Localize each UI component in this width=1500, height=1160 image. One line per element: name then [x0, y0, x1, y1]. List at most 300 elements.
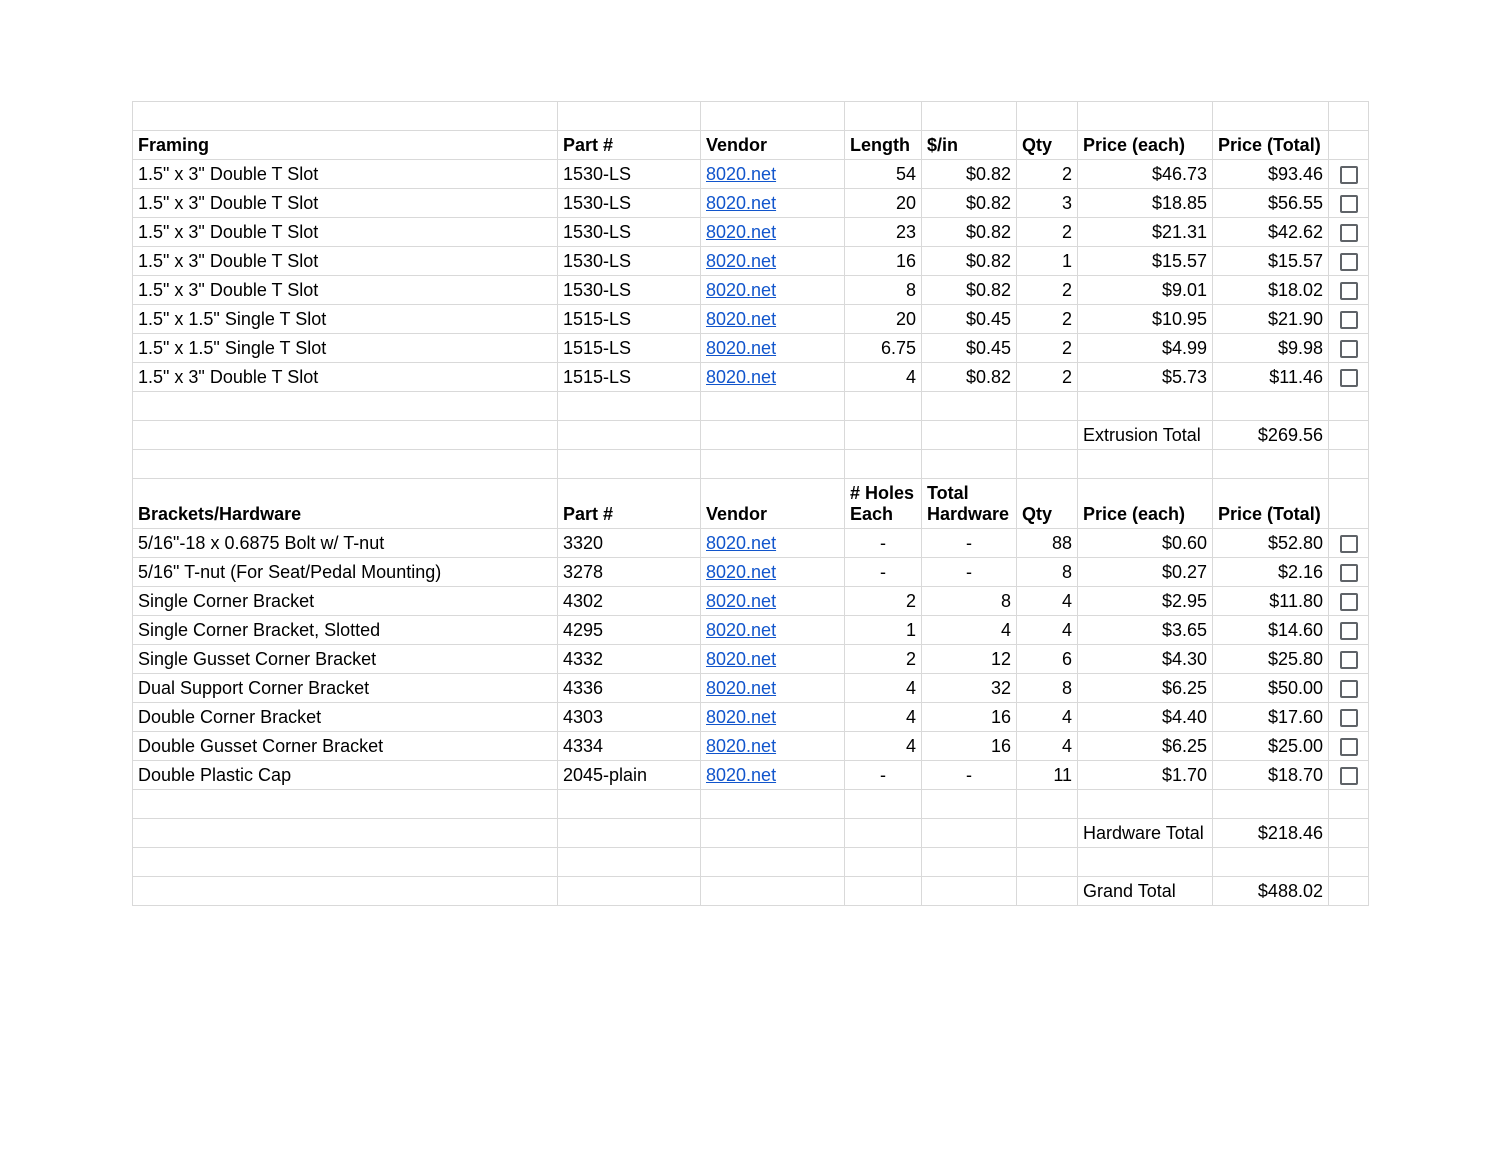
price-total: $93.46: [1213, 160, 1329, 189]
price-each: $3.65: [1078, 616, 1213, 645]
checkbox-cell: [1329, 732, 1369, 761]
column-header: Part #: [558, 479, 701, 529]
price-each: $1.70: [1078, 761, 1213, 790]
price-total: $15.57: [1213, 247, 1329, 276]
purchased-checkbox[interactable]: [1340, 282, 1358, 300]
table-row: [133, 305, 1369, 334]
empty-cell: [133, 421, 558, 450]
total-value: $488.02: [1213, 877, 1329, 906]
price-each: $4.40: [1078, 703, 1213, 732]
checkbox-cell: [1329, 761, 1369, 790]
part-number: 2045-plain: [558, 761, 701, 790]
vendor-link[interactable]: 8020.net: [706, 280, 777, 300]
empty-cell: [133, 102, 558, 131]
hardware-total-row: [133, 819, 1369, 848]
price-each: $2.95: [1078, 587, 1213, 616]
empty-cell: [558, 819, 701, 848]
quantity: 11: [1017, 761, 1078, 790]
total-hardware: 16: [922, 732, 1017, 761]
quantity: 88: [1017, 529, 1078, 558]
empty-cell: [1329, 848, 1369, 877]
holes-each: 4: [845, 732, 922, 761]
vendor-link[interactable]: 8020.net: [706, 193, 777, 213]
length: 16: [845, 247, 922, 276]
vendor-link[interactable]: 8020.net: [706, 367, 777, 387]
item-name: 1.5" x 3" Double T Slot: [133, 189, 558, 218]
vendor-link[interactable]: 8020.net: [706, 736, 777, 756]
table-row: [133, 645, 1369, 674]
part-number: 4303: [558, 703, 701, 732]
price-each: $5.73: [1078, 363, 1213, 392]
empty-cell: [1078, 102, 1213, 131]
price-each: $4.99: [1078, 334, 1213, 363]
column-header: Framing: [133, 131, 558, 160]
total-label: Hardware Total: [1078, 819, 1213, 848]
price-per-inch: $0.82: [922, 218, 1017, 247]
empty-cell: [1017, 848, 1078, 877]
table-row: [133, 558, 1369, 587]
empty-cell: [558, 421, 701, 450]
empty-cell: [558, 102, 701, 131]
price-each: $15.57: [1078, 247, 1213, 276]
empty-row: [133, 848, 1369, 877]
price-each: $46.73: [1078, 160, 1213, 189]
total-hardware: 16: [922, 703, 1017, 732]
empty-cell: [1017, 790, 1078, 819]
purchased-checkbox[interactable]: [1340, 738, 1358, 756]
extrusion-total-row: [133, 421, 1369, 450]
vendor-link[interactable]: 8020.net: [706, 591, 777, 611]
purchased-checkbox[interactable]: [1340, 593, 1358, 611]
empty-cell: [133, 877, 558, 906]
purchased-checkbox[interactable]: [1340, 564, 1358, 582]
part-number: 1530-LS: [558, 276, 701, 305]
empty-cell: [558, 450, 701, 479]
part-number: 3278: [558, 558, 701, 587]
vendor-link[interactable]: 8020.net: [706, 678, 777, 698]
item-name: 1.5" x 1.5" Single T Slot: [133, 305, 558, 334]
price-per-inch: $0.82: [922, 189, 1017, 218]
empty-cell: [1017, 102, 1078, 131]
column-header: Part #: [558, 131, 701, 160]
vendor-link[interactable]: 8020.net: [706, 222, 777, 242]
empty-cell: [1329, 131, 1369, 160]
part-number: 1530-LS: [558, 218, 701, 247]
price-per-inch: $0.82: [922, 276, 1017, 305]
total-hardware: -: [922, 558, 1017, 587]
price-each: $6.25: [1078, 674, 1213, 703]
vendor-cell: [701, 218, 845, 247]
empty-cell: [558, 848, 701, 877]
checkbox-cell: [1329, 276, 1369, 305]
price-total: $14.60: [1213, 616, 1329, 645]
vendor-cell: [701, 761, 845, 790]
item-name: 1.5" x 3" Double T Slot: [133, 363, 558, 392]
empty-cell: [133, 819, 558, 848]
item-name: 1.5" x 1.5" Single T Slot: [133, 334, 558, 363]
empty-cell: [1213, 102, 1329, 131]
checkbox-cell: [1329, 363, 1369, 392]
item-name: Double Gusset Corner Bracket: [133, 732, 558, 761]
vendor-cell: [701, 334, 845, 363]
vendor-cell: [701, 703, 845, 732]
empty-row: [133, 790, 1369, 819]
total-hardware: 8: [922, 587, 1017, 616]
holes-each: 1: [845, 616, 922, 645]
holes-each: 2: [845, 645, 922, 674]
vendor-link[interactable]: 8020.net: [706, 309, 777, 329]
quantity: 2: [1017, 218, 1078, 247]
empty-cell: [558, 790, 701, 819]
empty-cell: [1329, 790, 1369, 819]
empty-cell: [1329, 392, 1369, 421]
table-row: [133, 616, 1369, 645]
vendor-cell: [701, 529, 845, 558]
item-name: Double Plastic Cap: [133, 761, 558, 790]
checkbox-cell: [1329, 558, 1369, 587]
holes-each: 4: [845, 703, 922, 732]
price-per-inch: $0.45: [922, 334, 1017, 363]
checkbox-cell: [1329, 247, 1369, 276]
empty-cell: [1017, 819, 1078, 848]
empty-cell: [701, 392, 845, 421]
quantity: 8: [1017, 674, 1078, 703]
vendor-cell: [701, 674, 845, 703]
price-each: $0.60: [1078, 529, 1213, 558]
table-row: [133, 761, 1369, 790]
part-number: 4302: [558, 587, 701, 616]
price-total: $25.00: [1213, 732, 1329, 761]
part-number: 4334: [558, 732, 701, 761]
total-label: Extrusion Total: [1078, 421, 1213, 450]
item-name: 1.5" x 3" Double T Slot: [133, 276, 558, 305]
empty-cell: [1213, 848, 1329, 877]
purchased-checkbox[interactable]: [1340, 166, 1358, 184]
table-row: [133, 363, 1369, 392]
empty-row: [133, 102, 1369, 131]
vendor-cell: [701, 732, 845, 761]
empty-cell: [1078, 848, 1213, 877]
vendor-cell: [701, 616, 845, 645]
holes-each: 4: [845, 674, 922, 703]
purchased-checkbox[interactable]: [1340, 709, 1358, 727]
checkbox-cell: [1329, 645, 1369, 674]
vendor-cell: [701, 587, 845, 616]
holes-each: -: [845, 761, 922, 790]
empty-cell: [1329, 421, 1369, 450]
price-per-inch: $0.45: [922, 305, 1017, 334]
empty-cell: [558, 392, 701, 421]
vendor-cell: [701, 160, 845, 189]
holes-each: -: [845, 529, 922, 558]
empty-cell: [701, 848, 845, 877]
price-total: $52.80: [1213, 529, 1329, 558]
empty-cell: [133, 450, 558, 479]
checkbox-cell: [1329, 218, 1369, 247]
price-total: $56.55: [1213, 189, 1329, 218]
part-number: 4295: [558, 616, 701, 645]
quantity: 8: [1017, 558, 1078, 587]
part-number: 1515-LS: [558, 334, 701, 363]
empty-cell: [922, 450, 1017, 479]
total-hardware: -: [922, 529, 1017, 558]
item-name: 5/16"-18 x 0.6875 Bolt w/ T-nut: [133, 529, 558, 558]
empty-cell: [701, 102, 845, 131]
quantity: 2: [1017, 160, 1078, 189]
empty-cell: [133, 790, 558, 819]
empty-cell: [845, 421, 922, 450]
empty-cell: [701, 790, 845, 819]
price-each: $18.85: [1078, 189, 1213, 218]
empty-cell: [1329, 479, 1369, 529]
part-number: 1515-LS: [558, 305, 701, 334]
empty-cell: [1213, 392, 1329, 421]
vendor-link[interactable]: 8020.net: [706, 562, 777, 582]
empty-cell: [845, 102, 922, 131]
vendor-link[interactable]: 8020.net: [706, 533, 777, 553]
vendor-cell: [701, 363, 845, 392]
price-total: $42.62: [1213, 218, 1329, 247]
empty-cell: [1078, 392, 1213, 421]
vendor-link[interactable]: 8020.net: [706, 620, 777, 640]
purchased-checkbox[interactable]: [1340, 224, 1358, 242]
empty-cell: [1329, 877, 1369, 906]
empty-cell: [1078, 790, 1213, 819]
price-total: $50.00: [1213, 674, 1329, 703]
price-each: $10.95: [1078, 305, 1213, 334]
vendor-link[interactable]: 8020.net: [706, 649, 777, 669]
column-header: Price (Total): [1213, 479, 1329, 529]
table-row: [133, 160, 1369, 189]
purchased-checkbox[interactable]: [1340, 369, 1358, 387]
price-per-inch: $0.82: [922, 363, 1017, 392]
vendor-link[interactable]: 8020.net: [706, 338, 777, 358]
length: 23: [845, 218, 922, 247]
price-total: $21.90: [1213, 305, 1329, 334]
price-each: $4.30: [1078, 645, 1213, 674]
table-row: [133, 529, 1369, 558]
column-header: Vendor: [701, 479, 845, 529]
empty-cell: [922, 392, 1017, 421]
column-header: Brackets/Hardware: [133, 479, 558, 529]
item-name: 1.5" x 3" Double T Slot: [133, 218, 558, 247]
hardware-header-row: [133, 479, 1369, 529]
total-value: $218.46: [1213, 819, 1329, 848]
empty-cell: [1017, 877, 1078, 906]
quantity: 6: [1017, 645, 1078, 674]
checkbox-cell: [1329, 674, 1369, 703]
vendor-cell: [701, 189, 845, 218]
column-header: Qty: [1017, 479, 1078, 529]
length: 6.75: [845, 334, 922, 363]
purchased-checkbox[interactable]: [1340, 767, 1358, 785]
empty-cell: [1329, 450, 1369, 479]
purchased-checkbox[interactable]: [1340, 311, 1358, 329]
table-row: [133, 334, 1369, 363]
table-row: [133, 674, 1369, 703]
column-header: Vendor: [701, 131, 845, 160]
table-row: [133, 218, 1369, 247]
total-value: $269.56: [1213, 421, 1329, 450]
empty-row: [133, 450, 1369, 479]
vendor-cell: [701, 247, 845, 276]
empty-cell: [701, 421, 845, 450]
empty-cell: [845, 392, 922, 421]
vendor-cell: [701, 645, 845, 674]
price-each: $6.25: [1078, 732, 1213, 761]
vendor-cell: [701, 305, 845, 334]
purchased-checkbox[interactable]: [1340, 535, 1358, 553]
empty-cell: [845, 819, 922, 848]
empty-cell: [701, 877, 845, 906]
part-number: 1530-LS: [558, 247, 701, 276]
checkbox-cell: [1329, 189, 1369, 218]
holes-each: 2: [845, 587, 922, 616]
grand-total-row: [133, 877, 1369, 906]
price-each: $0.27: [1078, 558, 1213, 587]
column-header: Total Hardware: [922, 479, 1017, 529]
length: 8: [845, 276, 922, 305]
quantity: 2: [1017, 363, 1078, 392]
price-per-inch: $0.82: [922, 160, 1017, 189]
total-hardware: 4: [922, 616, 1017, 645]
total-hardware: 32: [922, 674, 1017, 703]
column-header: Price (each): [1078, 479, 1213, 529]
quantity: 2: [1017, 305, 1078, 334]
part-number: 3320: [558, 529, 701, 558]
holes-each: -: [845, 558, 922, 587]
price-each: $21.31: [1078, 218, 1213, 247]
table-row: [133, 276, 1369, 305]
empty-cell: [133, 392, 558, 421]
quantity: 4: [1017, 587, 1078, 616]
empty-cell: [845, 450, 922, 479]
price-total: $17.60: [1213, 703, 1329, 732]
empty-cell: [1017, 392, 1078, 421]
vendor-link[interactable]: 8020.net: [706, 164, 777, 184]
empty-cell: [133, 848, 558, 877]
empty-cell: [922, 848, 1017, 877]
part-number: 1530-LS: [558, 160, 701, 189]
empty-cell: [922, 421, 1017, 450]
item-name: 5/16" T-nut (For Seat/Pedal Mounting): [133, 558, 558, 587]
length: 20: [845, 305, 922, 334]
item-name: Double Corner Bracket: [133, 703, 558, 732]
quantity: 2: [1017, 276, 1078, 305]
part-number: 4332: [558, 645, 701, 674]
item-name: Single Corner Bracket, Slotted: [133, 616, 558, 645]
total-label: Grand Total: [1078, 877, 1213, 906]
column-header: Price (each): [1078, 131, 1213, 160]
checkbox-cell: [1329, 529, 1369, 558]
framing-header-row: [133, 131, 1369, 160]
length: 4: [845, 363, 922, 392]
empty-cell: [558, 877, 701, 906]
empty-cell: [701, 450, 845, 479]
price-total: $18.70: [1213, 761, 1329, 790]
part-number: 1530-LS: [558, 189, 701, 218]
price-total: $11.46: [1213, 363, 1329, 392]
column-header: $/in: [922, 131, 1017, 160]
empty-cell: [701, 819, 845, 848]
vendor-link[interactable]: 8020.net: [706, 765, 777, 785]
quantity: 4: [1017, 732, 1078, 761]
length: 54: [845, 160, 922, 189]
empty-cell: [1017, 450, 1078, 479]
empty-row: [133, 392, 1369, 421]
purchased-checkbox[interactable]: [1340, 622, 1358, 640]
column-header: Qty: [1017, 131, 1078, 160]
empty-cell: [1078, 450, 1213, 479]
column-header: # Holes Each: [845, 479, 922, 529]
table-row: [133, 587, 1369, 616]
vendor-link[interactable]: 8020.net: [706, 251, 777, 271]
empty-cell: [1213, 450, 1329, 479]
part-number: 1515-LS: [558, 363, 701, 392]
empty-cell: [845, 790, 922, 819]
item-name: Single Corner Bracket: [133, 587, 558, 616]
price-total: $11.80: [1213, 587, 1329, 616]
vendor-link[interactable]: 8020.net: [706, 707, 777, 727]
checkbox-cell: [1329, 334, 1369, 363]
purchased-checkbox[interactable]: [1340, 680, 1358, 698]
purchased-checkbox[interactable]: [1340, 651, 1358, 669]
empty-cell: [1017, 421, 1078, 450]
quantity: 1: [1017, 247, 1078, 276]
price-total: $9.98: [1213, 334, 1329, 363]
price-total: $25.80: [1213, 645, 1329, 674]
quantity: 4: [1017, 703, 1078, 732]
length: 20: [845, 189, 922, 218]
part-number: 4336: [558, 674, 701, 703]
total-hardware: 12: [922, 645, 1017, 674]
table-row: [133, 732, 1369, 761]
checkbox-cell: [1329, 616, 1369, 645]
empty-cell: [922, 819, 1017, 848]
item-name: 1.5" x 3" Double T Slot: [133, 247, 558, 276]
parts-spreadsheet: [132, 101, 1369, 906]
checkbox-cell: [1329, 703, 1369, 732]
empty-cell: [1329, 819, 1369, 848]
quantity: 4: [1017, 616, 1078, 645]
quantity: 2: [1017, 334, 1078, 363]
vendor-cell: [701, 558, 845, 587]
purchased-checkbox[interactable]: [1340, 340, 1358, 358]
total-hardware: -: [922, 761, 1017, 790]
empty-cell: [1329, 102, 1369, 131]
checkbox-cell: [1329, 587, 1369, 616]
column-header: Length: [845, 131, 922, 160]
purchased-checkbox[interactable]: [1340, 195, 1358, 213]
table-row: [133, 703, 1369, 732]
empty-cell: [845, 848, 922, 877]
checkbox-cell: [1329, 305, 1369, 334]
item-name: Single Gusset Corner Bracket: [133, 645, 558, 674]
price-each: $9.01: [1078, 276, 1213, 305]
item-name: Dual Support Corner Bracket: [133, 674, 558, 703]
table-row: [133, 189, 1369, 218]
price-total: $2.16: [1213, 558, 1329, 587]
price-total: $18.02: [1213, 276, 1329, 305]
empty-cell: [922, 877, 1017, 906]
empty-cell: [922, 790, 1017, 819]
empty-cell: [922, 102, 1017, 131]
column-header: Price (Total): [1213, 131, 1329, 160]
price-per-inch: $0.82: [922, 247, 1017, 276]
item-name: 1.5" x 3" Double T Slot: [133, 160, 558, 189]
purchased-checkbox[interactable]: [1340, 253, 1358, 271]
vendor-cell: [701, 276, 845, 305]
